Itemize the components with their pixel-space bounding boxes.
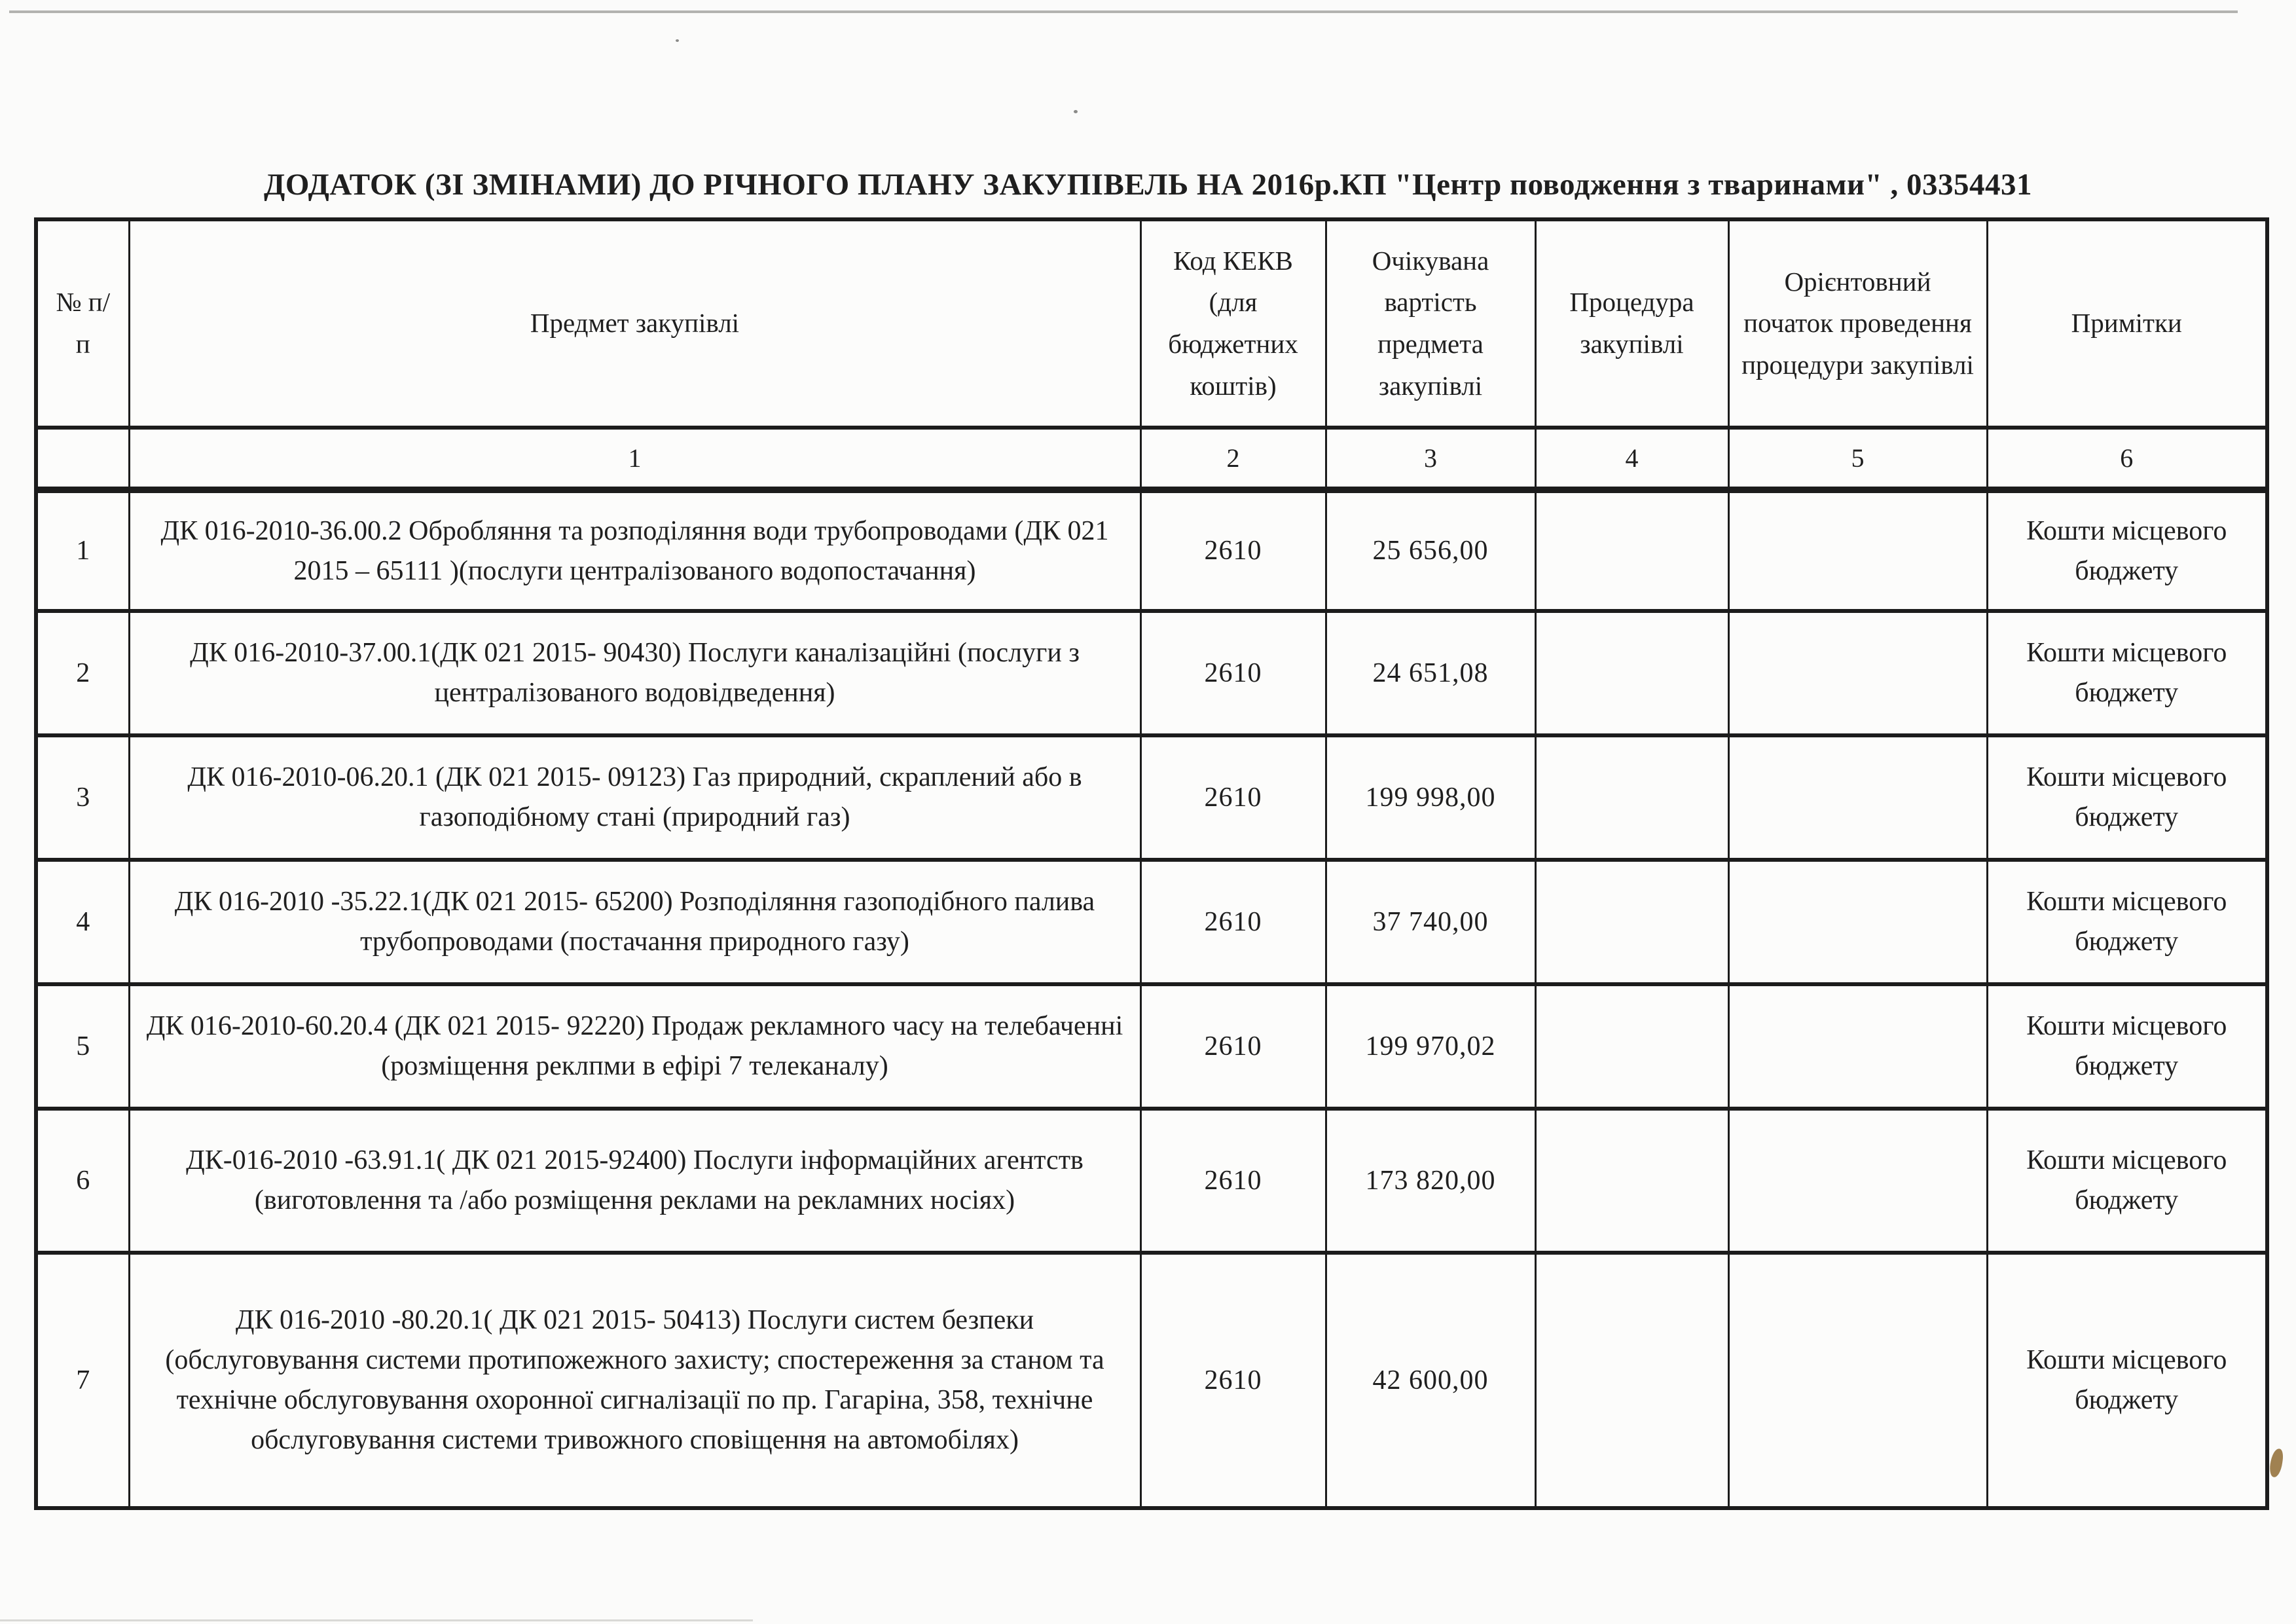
scan-edge-artifact-bottom xyxy=(0,1619,753,1621)
scan-speck xyxy=(1074,110,1078,113)
column-number-cell: 1 xyxy=(129,428,1140,490)
notes-cell: Кошти місцевого бюджету xyxy=(1987,611,2267,735)
row-number-cell: 7 xyxy=(36,1253,129,1508)
start-date-cell xyxy=(1728,984,1987,1109)
expected-value-cell: 24 651,08 xyxy=(1326,611,1535,735)
row-number-cell: 3 xyxy=(36,735,129,860)
table-row xyxy=(36,611,2267,735)
column-number-cell xyxy=(36,428,129,490)
procedure-cell xyxy=(1535,984,1728,1109)
table-row xyxy=(36,1109,2267,1253)
subject-cell: ДК-016-2010 -63.91.1( ДК 021 2015-92400) Послуги інформаційних агентств (виготовлення та /або розміщення реклами на рекламних носіях) xyxy=(129,1109,1140,1253)
start-date-cell xyxy=(1728,490,1987,611)
subject-cell: ДК 016-2010-37.00.1(ДК 021 2015- 90430) Послуги каналізаційні (послуги з централізованого водовідведення) xyxy=(129,611,1140,735)
column-number-cell: 4 xyxy=(1535,428,1728,490)
column-header-row-number: № п/п xyxy=(36,219,129,428)
expected-value-cell: 25 656,00 xyxy=(1326,490,1535,611)
scan-speck xyxy=(676,39,679,42)
notes-cell: Кошти місцевого бюджету xyxy=(1987,1109,2267,1253)
table-row xyxy=(36,490,2267,611)
column-header-kekv-code: Код КЕКВ (для бюджетних коштів) xyxy=(1140,219,1326,428)
kekv-cell: 2610 xyxy=(1140,860,1326,984)
table-header-row xyxy=(36,219,2267,428)
start-date-cell xyxy=(1728,860,1987,984)
column-numbers-row xyxy=(36,428,2267,490)
row-number-cell: 2 xyxy=(36,611,129,735)
column-header-expected-value: Очікувана вартість предмета закупівлі xyxy=(1326,219,1535,428)
kekv-cell: 2610 xyxy=(1140,1253,1326,1508)
column-number-cell: 5 xyxy=(1728,428,1987,490)
column-header-subject: Предмет закупівлі xyxy=(129,219,1140,428)
procedure-cell xyxy=(1535,1253,1728,1508)
procedure-cell xyxy=(1535,735,1728,860)
kekv-cell: 2610 xyxy=(1140,984,1326,1109)
page-title: ДОДАТОК (ЗІ ЗМІНАМИ) ДО РІЧНОГО ПЛАНУ ЗАКУПІВЕЛЬ НА 2016р.КП "Центр поводження з тваринами" , 03354431 xyxy=(264,168,2032,202)
table-row xyxy=(36,1253,2267,1508)
column-number-cell: 3 xyxy=(1326,428,1535,490)
start-date-cell xyxy=(1728,1109,1987,1253)
subject-cell: ДК 016-2010 -80.20.1( ДК 021 2015- 50413) Послуги систем безпеки (обслуговування системи протипожежного захисту; спостереження за станом та технічне обслуговування охоронної сигналізації по пр. Гагаріна, 358, технічне обслуговування системи тривожного сповіщення на автомобілях) xyxy=(129,1253,1140,1508)
notes-cell: Кошти місцевого бюджету xyxy=(1987,490,2267,611)
notes-cell: Кошти місцевого бюджету xyxy=(1987,860,2267,984)
column-header-start-date: Орієнтовний початок проведення процедури закупівлі xyxy=(1728,219,1987,428)
column-header-notes: Примітки xyxy=(1987,219,2267,428)
table-row xyxy=(36,984,2267,1109)
column-header-procedure: Процедура закупівлі xyxy=(1535,219,1728,428)
table-row xyxy=(36,735,2267,860)
column-number-cell: 2 xyxy=(1140,428,1326,490)
notes-cell: Кошти місцевого бюджету xyxy=(1987,1253,2267,1508)
notes-cell: Кошти місцевого бюджету xyxy=(1987,735,2267,860)
row-number-cell: 5 xyxy=(36,984,129,1109)
scan-smudge-mark xyxy=(2269,1448,2284,1478)
kekv-cell: 2610 xyxy=(1140,490,1326,611)
start-date-cell xyxy=(1728,611,1987,735)
subject-cell: ДК 016-2010-36.00.2 Обробляння та розподіляння води трубопроводами (ДК 021 2015 – 65111 )(послуги централізованого водопостачання) xyxy=(129,490,1140,611)
kekv-cell: 2610 xyxy=(1140,735,1326,860)
kekv-cell: 2610 xyxy=(1140,611,1326,735)
start-date-cell xyxy=(1728,1253,1987,1508)
subject-cell: ДК 016-2010-06.20.1 (ДК 021 2015- 09123) Газ природний, скраплений або в газоподібному стані (природний газ) xyxy=(129,735,1140,860)
expected-value-cell: 173 820,00 xyxy=(1326,1109,1535,1253)
procedure-cell xyxy=(1535,490,1728,611)
procedure-cell xyxy=(1535,860,1728,984)
expected-value-cell: 37 740,00 xyxy=(1326,860,1535,984)
subject-cell: ДК 016-2010 -35.22.1(ДК 021 2015- 65200) Розподіляння газоподібного палива трубопроводами (постачання природного газу) xyxy=(129,860,1140,984)
column-number-cell: 6 xyxy=(1987,428,2267,490)
row-number-cell: 6 xyxy=(36,1109,129,1253)
notes-cell: Кошти місцевого бюджету xyxy=(1987,984,2267,1109)
expected-value-cell: 42 600,00 xyxy=(1326,1253,1535,1508)
expected-value-cell: 199 970,02 xyxy=(1326,984,1535,1109)
kekv-cell: 2610 xyxy=(1140,1109,1326,1253)
subject-cell: ДК 016-2010-60.20.4 (ДК 021 2015- 92220) Продаж рекламного часу на телебаченні (розміщення реклпми в ефірі 7 телеканалу) xyxy=(129,984,1140,1109)
procedure-cell xyxy=(1535,611,1728,735)
start-date-cell xyxy=(1728,735,1987,860)
row-number-cell: 4 xyxy=(36,860,129,984)
procedure-cell xyxy=(1535,1109,1728,1253)
table-row xyxy=(36,860,2267,984)
expected-value-cell: 199 998,00 xyxy=(1326,735,1535,860)
row-number-cell: 1 xyxy=(36,490,129,611)
procurement-plan-table xyxy=(34,217,2269,1510)
scan-edge-artifact-top xyxy=(9,10,2238,13)
